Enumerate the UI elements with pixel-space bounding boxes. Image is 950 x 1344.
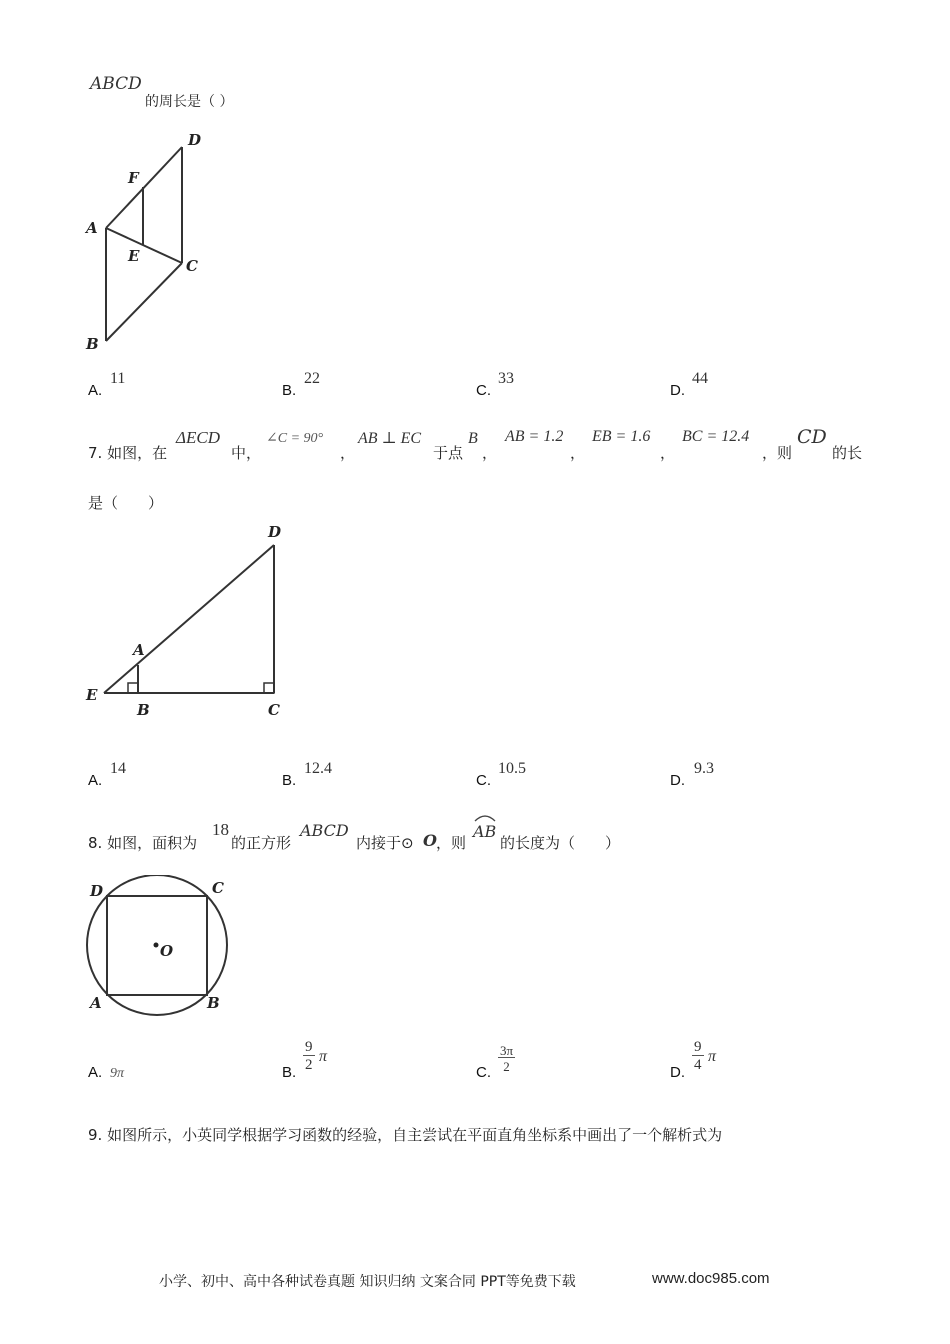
q8-abcd: ABCD	[300, 821, 349, 840]
q7-figure-triangle	[80, 515, 300, 725]
q7-option-c-letter: C.	[476, 772, 491, 789]
q7-comma-4: ，	[660, 444, 676, 462]
q7-option-c-value: 10.5	[498, 760, 526, 777]
q8-option-d-denominator: 4	[694, 1057, 702, 1073]
q6-stem-math: ABCD	[90, 74, 142, 94]
q8-option-b-letter: B.	[282, 1064, 297, 1081]
q8-label-d: D	[90, 882, 104, 900]
q8-arc-label: AB	[473, 822, 497, 841]
q8-option-b-pi: π	[318, 1048, 327, 1065]
q7-text-yudian: 于点	[433, 444, 464, 462]
q7-lead: 7. 如图，在	[88, 444, 168, 462]
q8-area: 18	[212, 820, 229, 839]
footer-site: www.doc985.com	[652, 1270, 770, 1287]
q6-option-a-value: 11	[110, 370, 126, 387]
q8-label-a: A	[90, 994, 102, 1012]
q8-text-inscribed: 内接于⊙	[356, 834, 414, 852]
q7-option-b-letter: B.	[282, 772, 297, 789]
q8-option-d-pi: π	[707, 1048, 716, 1065]
q8-option-a-letter: A.	[88, 1064, 103, 1081]
q7-eb: EB = 1.6	[592, 428, 651, 445]
q7-label-e: E	[86, 686, 98, 704]
q8-figure-circle-square	[80, 875, 240, 1020]
q7-point-b: B	[468, 430, 478, 447]
q8-option-a-value: 9π	[110, 1066, 125, 1081]
q8-option-d-fraction	[692, 1040, 704, 1073]
q7-option-d-value: 9.3	[694, 760, 714, 777]
q7-option-a-letter: A.	[88, 772, 103, 789]
q9-text: 9. 如图所示，小英同学根据学习函数的经验，自主尝试在平面直角坐标系中画出了一个解析式为	[88, 1126, 723, 1144]
q7-perpendicular: AB ⊥ EC	[358, 430, 422, 447]
q8-circle-o: O	[423, 831, 437, 850]
q6-label-f: F	[128, 169, 139, 187]
q8-option-b-fraction	[303, 1040, 315, 1073]
q7-bc: BC = 12.4	[682, 428, 750, 445]
q8-option-c-value	[498, 1044, 515, 1075]
footer-text: 小学、初中、高中各种试卷真题 知识归纳 文案合同 PPT等免费下载	[159, 1274, 576, 1290]
q6-stem-text: 的周长是（ ）	[145, 94, 234, 110]
q8-option-b-denominator: 2	[305, 1057, 313, 1073]
q7-text-dechang: 的长	[832, 444, 863, 462]
q6-option-d-value: 44	[692, 370, 708, 387]
q7-label-a: A	[133, 641, 145, 659]
q7-option-d-letter: D.	[670, 772, 685, 789]
q7-comma-3: ，	[570, 444, 586, 462]
q6-option-d-letter: D.	[670, 382, 685, 399]
q7-text-zhong: 中，	[231, 444, 262, 462]
q8-option-b-numerator: 9	[305, 1039, 313, 1055]
q7-line-2: 是（ ）	[88, 494, 164, 512]
q7-option-a-value: 14	[110, 760, 126, 777]
q6-label-e: E	[128, 247, 140, 265]
q7-label-b: B	[137, 701, 150, 719]
q6-label-a: A	[86, 219, 98, 237]
q8-option-c-fraction	[498, 1044, 515, 1073]
q6-option-c-value: 33	[498, 370, 514, 387]
q8-lead: 8. 如图，面积为	[88, 834, 198, 852]
q8-text-ze: ，则	[436, 834, 467, 852]
q8-option-b-value	[303, 1040, 327, 1073]
q8-label-b: B	[207, 994, 220, 1012]
q8-option-d-numerator: 9	[694, 1039, 702, 1055]
q8-option-d-value	[692, 1040, 716, 1073]
q7-label-d: D	[268, 523, 282, 541]
q8-text-square: 的正方形	[231, 834, 292, 852]
q6-label-d: D	[188, 131, 202, 149]
q7-label-c: C	[268, 701, 280, 719]
q6-figure-parallelogram	[80, 125, 230, 355]
q8-option-c-letter: C.	[476, 1064, 491, 1081]
q7-comma-2: ，	[482, 444, 498, 462]
q6-label-b: B	[86, 335, 99, 353]
arc-mark-icon	[472, 812, 498, 822]
q7-angle: ∠C = 90°	[266, 431, 324, 446]
q7-comma-1: ，	[340, 444, 356, 462]
q6-option-a-letter: A.	[88, 382, 103, 399]
q6-option-b-letter: B.	[282, 382, 297, 399]
q7-option-b-value: 12.4	[304, 760, 332, 777]
q7-text-ze: ，则	[762, 444, 793, 462]
q7-ab: AB = 1.2	[505, 428, 564, 445]
q7-triangle: ΔECD	[176, 428, 220, 447]
q6-option-c-letter: C.	[476, 382, 491, 399]
q8-label-o: O	[160, 942, 174, 960]
q6-label-c: C	[186, 257, 198, 275]
q6-option-b-value: 22	[304, 370, 320, 387]
q8-option-d-letter: D.	[670, 1064, 685, 1081]
q8-label-c: C	[212, 879, 224, 897]
q7-cd: CD	[797, 426, 827, 448]
q8-option-c-denominator: 2	[503, 1059, 510, 1074]
q8-text-length: 的长度为（ ）	[500, 834, 621, 852]
q8-arc-ab	[472, 812, 498, 842]
q8-option-c-numerator: 3π	[500, 1043, 514, 1058]
